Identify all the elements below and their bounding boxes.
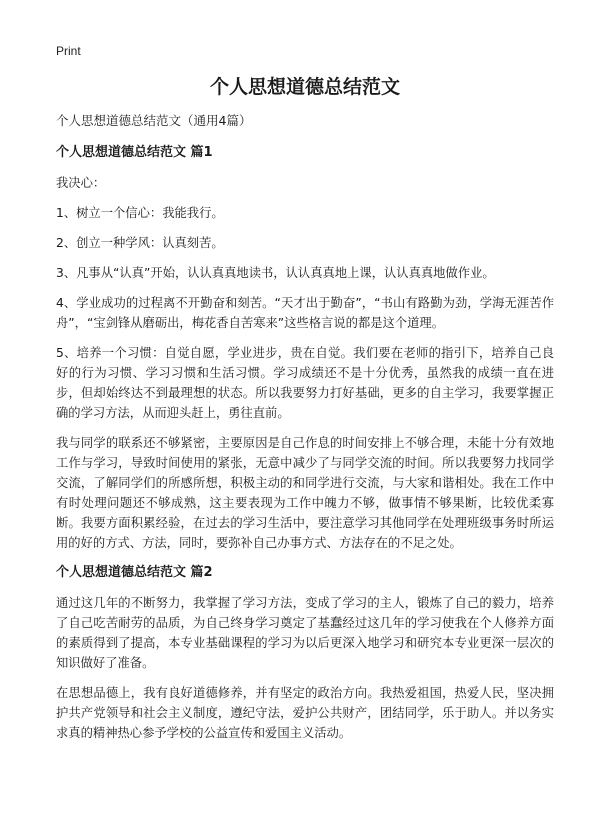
paragraph: 1、树立一个信心：我能我行。 — [56, 206, 224, 220]
print-link[interactable]: Print — [56, 44, 81, 58]
paragraph: 3、凡事从“认真”开始，认认真真地读书，认认真真地上课，认认真真地做作业。 — [56, 266, 495, 280]
paragraph: 我与同学的联系还不够紧密，主要原因是自己作息的时间安排上不够合理，未能十分有效地工作与学习，导致时间使用的紧张，无意中减少了与同学交流的时间。所以我要努力找同学交流，了解同学们的所感所想，积极主动的和同学进行交流，与大家和谐相处。我在工作中有时处理问题还不够成熟，这主要表现为工作中魄力不够，做事情不够果断，比较优柔寡断。我要方面积累经验，在过去的学习生活中，要注意学习其他同学在处理班级事务时所运用的好的方式、方法，同时，要弥补自己办事方式、方法存在的不足之处。 — [56, 436, 554, 550]
section-heading-2: 个人思想道德总结范文 篇2 — [56, 565, 213, 580]
paragraph: 5、培养一个习惯：自觉自愿，学业进步，贵在自觉。我们要在老师的指引下，培养自己良好的行为习惯、学习习惯和生活习惯。学习成绩还不是十分优秀，虽然我的成绩一直在进步，但却始终达不到最理想的状态。所以我要努力打好基础，更多的自主学习，我要掌握正确的学习方法，从而迎头赶上，勇往直前。 — [56, 346, 554, 420]
paragraph: 我决心： — [56, 176, 106, 190]
paragraph: 4、学业成功的过程离不开勤奋和刻苦。“天才出于勤奋”，“书山有路勤为劲，学海无涯苦作舟”，“宝剑锋从磨砺出，梅花香自苦寒来”这些格言说的都是这个道理。 — [56, 296, 554, 330]
paragraph: 通过这几年的不断努力，我掌握了学习方法，变成了学习的主人，锻炼了自己的毅力，培养了自己吃苦耐劳的品质，为自己终身学习奠定了基蠢经过这几年的学习使我在个人修养方面的素质得到了提高，本专业基础课程的学习为以后更深入地学习和研究本专业更深一层次的知识做好了准备。 — [56, 596, 554, 670]
page-title: 个人思想道德总结范文 — [209, 76, 400, 98]
section-heading-1: 个人思想道德总结范文 篇1 — [56, 145, 213, 160]
paragraph: 在思想品德上，我有良好道德修养，并有坚定的政治方向。我热爱祖国，热爱人民，坚决拥 护共产党领导和社会主义制度，遵纪守法，爱护公共财产，团结同学，乐于助人。并以务实求真的精神热心参予学校的公益宣传和爱国主义活动。 — [56, 686, 554, 740]
paragraph: 2、创立一种学风：认真刻苦。 — [56, 236, 224, 250]
document-subtitle: 个人思想道德总结范文（通用4篇） — [56, 113, 252, 128]
